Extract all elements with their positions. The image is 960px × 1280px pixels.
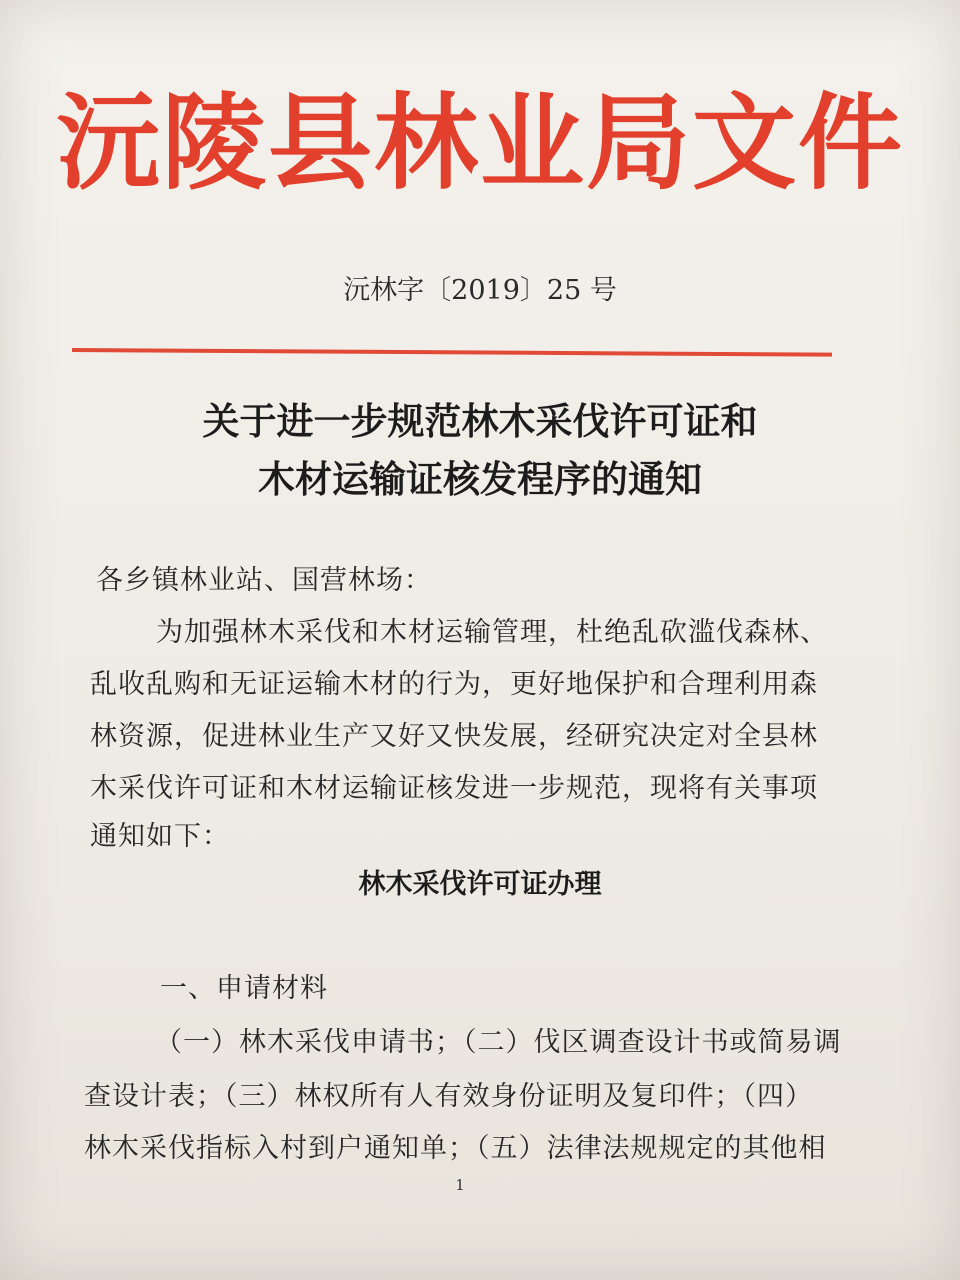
salutation: 各乡镇林业站、国营林场：	[96, 565, 432, 596]
paragraph-line-5: 通知如下：	[90, 821, 230, 852]
materials-line-3: 林木采伐指标入村到户通知单；（五）法律法规规定的其他相	[84, 1133, 827, 1164]
notice-title	[0, 392, 960, 508]
subsection-heading: 一、申请材料	[160, 973, 328, 1004]
document-number: 沅林字〔2019〕25 号	[343, 275, 617, 306]
page-number: 1	[455, 1176, 465, 1194]
materials-line-1: （一）林木采伐申请书；（二）伐区调查设计书或简易调	[155, 1027, 842, 1058]
materials-line-2: 查设计表；（三）林权所有人有效身份证明及复印件；（四）	[84, 1081, 813, 1112]
notice-title-line-1: 关于进一步规范林木采伐许可证和	[202, 399, 758, 443]
red-divider-line	[72, 348, 832, 357]
paragraph-line-4: 木采伐许可证和木材运输证核发进一步规范，现将有关事项	[90, 773, 818, 804]
document-header-title: 沅陵县林业局文件	[55, 81, 904, 204]
paragraph-line-3: 林资源，促进林业生产又好又快发展，经研究决定对全县林	[90, 721, 818, 752]
paragraph-line-2: 乱收乱购和无证运输木材的行为，更好地保护和合理利用森	[90, 669, 818, 700]
paragraph-line-1: 为加强林木采伐和木材运输管理，杜绝乱砍滥伐森林、	[156, 617, 828, 648]
section-heading: 林木采伐许可证办理	[358, 869, 602, 900]
notice-title-line-2: 木材运输证核发程序的通知	[258, 457, 702, 501]
